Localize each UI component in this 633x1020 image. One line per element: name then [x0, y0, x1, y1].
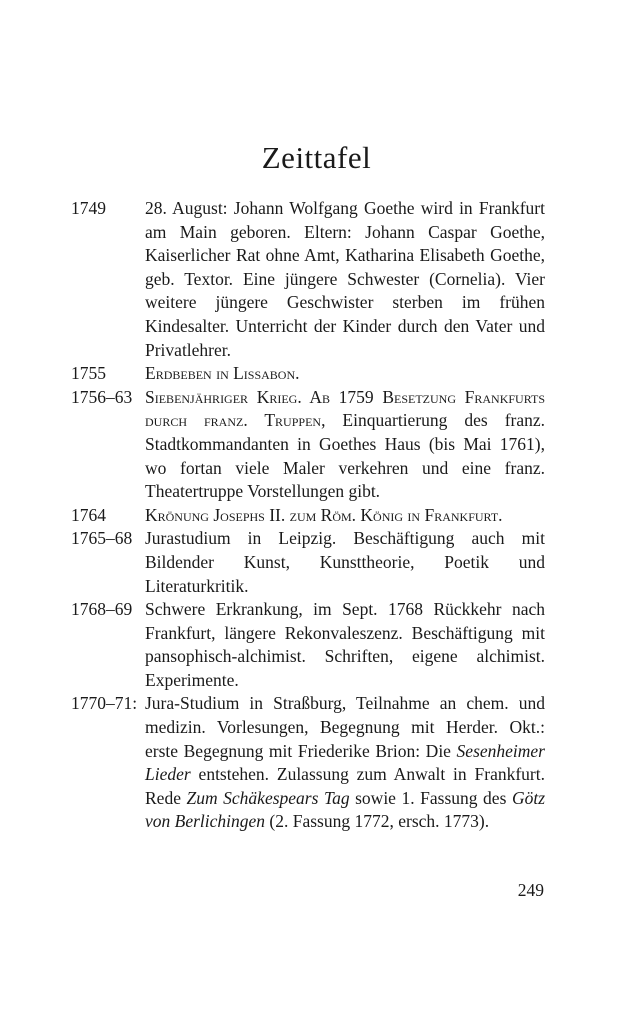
- entry-text-smallcaps: Siebenjähriger Krieg. Ab 1759 Besetzung Frankfurts durch franz. Truppen: [145, 386, 545, 431]
- entry-text-part: Jura-Studium in Straßburg, Teilnahme an chem. und medizin. Vorlesungen, Begegnung mit Herder. Okt.: erste Begegnung mit Friederike Brion: Die: [145, 693, 545, 761]
- chronology-entry: [71, 527, 545, 598]
- entry-text: Schwere Erkrankung, im Sept. 1768 Rückkehr nach Frankfurt, längere Rekonvaleszenz. Beschäftigung mit pansophisch-alchimist. Schriften, eigene alchimist. Experimente.: [145, 599, 545, 690]
- entry-text: Jurastudium in Leipzig. Beschäftigung auch mit Bildender Kunst, Kunsttheorie, Poetik und Literaturkritik.: [145, 528, 545, 596]
- chronology-entry: [71, 362, 545, 386]
- entry-text: Erdbeben in Lissabon.: [145, 363, 300, 384]
- entry-year: 1765–68: [71, 528, 133, 549]
- entry-year: 1768–69: [71, 599, 133, 620]
- chronology-entry: [71, 504, 545, 528]
- entry-year: 1770–71:: [71, 693, 138, 714]
- chronology-list: [71, 197, 545, 834]
- entry-text: [145, 692, 545, 834]
- entry-text-part: entstehen. Zulassung zum Anwalt in Frankfurt. Rede: [145, 764, 545, 808]
- entry-text-part: (2. Fassung 1772, ersch. 1773).: [265, 811, 490, 832]
- work-title: Sesenheimer Lieder: [145, 740, 545, 785]
- chronology-entry: [71, 598, 545, 692]
- chronology-entry: [71, 197, 545, 362]
- entry-text-continued: , Einquartierung des franz. Stadtkommandanten in Goethes Haus (bis Mai 1761), wo fortan viele Maler verkehren und eine franz. Theatertruppe Vorstellungen gibt.: [145, 410, 546, 502]
- entry-text: 28. August: Johann Wolfgang Goethe wird in Frankfurt am Main geboren. Eltern: Johann Caspar Goethe, Kaiserlicher Rat ohne Amt, Katharina Elisabeth Goethe, geb. Textor. Eine jüngere Schwester (Cornelia). Vier weitere jüngere Geschwister sterben im frühen Kindesalter. Unterricht der Kinder durch den Vater und Privatlehrer.: [145, 198, 545, 360]
- page-number: 249: [517, 880, 544, 900]
- work-title: Götz von Berlichingen: [145, 787, 545, 832]
- chronology-entry: [71, 692, 545, 834]
- chronology-entry: [71, 386, 545, 504]
- entry-year: 1764: [71, 504, 106, 525]
- entry-text-part: sowie 1. Fassung des: [349, 787, 512, 808]
- page-title: Zeittafel: [261, 140, 372, 175]
- entry-text: Krönung Josephs II. zum Röm. König in Frankfurt.: [145, 504, 503, 525]
- entry-year: 1755: [71, 363, 106, 384]
- entry-text: [145, 386, 545, 504]
- work-title: Zum Schäkespears Tag: [186, 787, 350, 808]
- entry-year: 1756–63: [71, 386, 133, 407]
- entry-year: 1749: [71, 198, 106, 218]
